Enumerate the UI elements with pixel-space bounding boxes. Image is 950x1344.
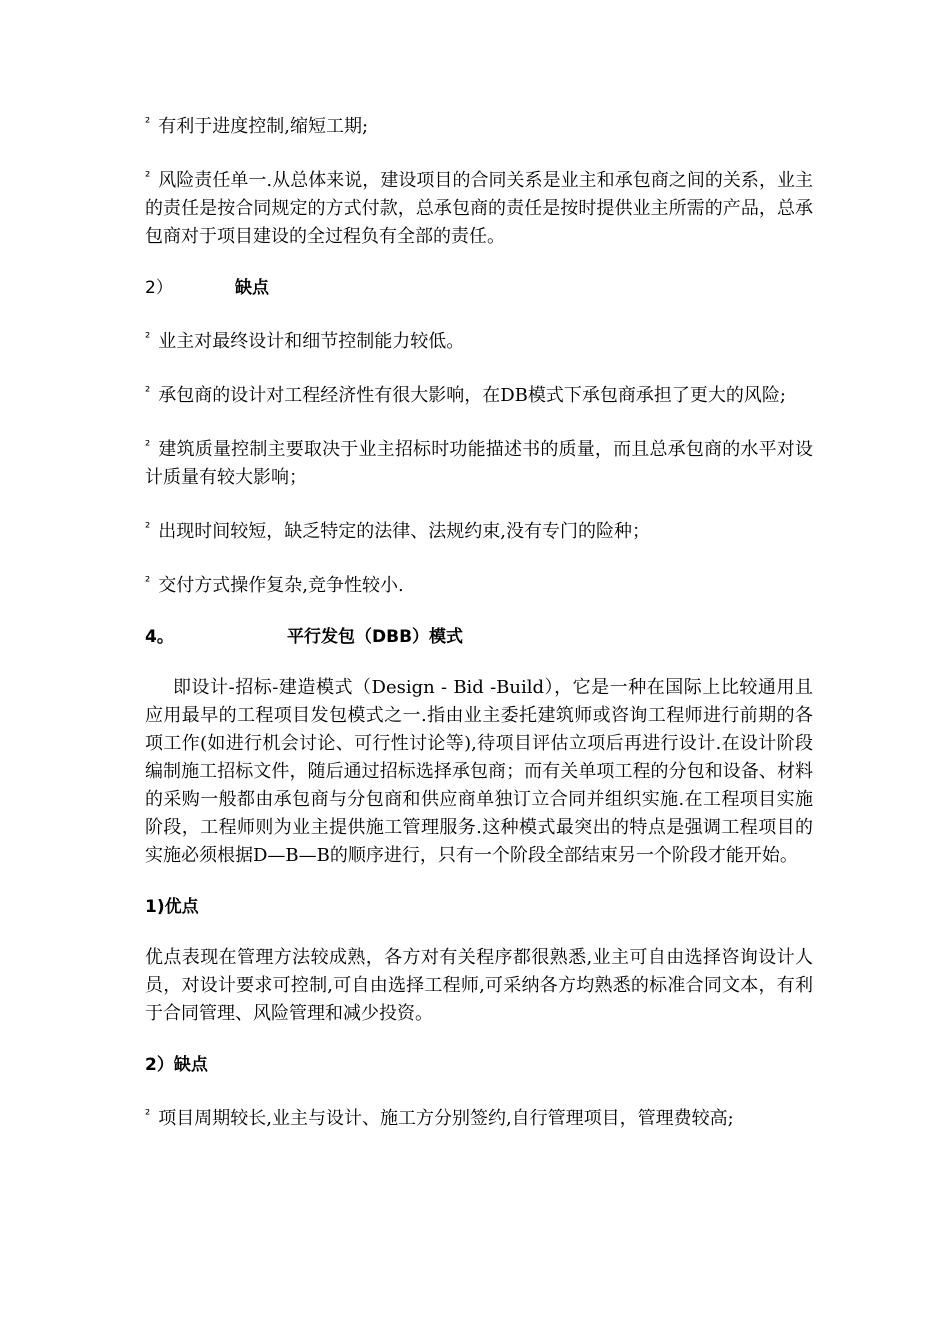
bullet-text: 建筑质量控制主要取决于业主招标时功能描述书的质量，而且总承包商的水平对设计质量有较大影响；: [145, 439, 813, 488]
document-page: [145, 110, 813, 1156]
dbb-section-heading: [145, 623, 813, 651]
bullet-text: 有利于进度控制,缩短工期;: [158, 116, 369, 137]
bullet-item: [145, 325, 813, 356]
bullet-item: [145, 569, 813, 600]
disadvantages-heading: [145, 274, 813, 302]
bullet-marker: ²: [145, 439, 151, 454]
bullet-marker: ²: [145, 575, 151, 590]
bullet-marker: ²: [145, 1108, 151, 1123]
bullet-marker: ²: [145, 170, 151, 185]
heading-text: 平行发包（DBB）模式: [287, 627, 464, 647]
heading-text: 缺点: [235, 278, 269, 298]
bullet-text: 风险责任单一.从总体来说，建设项目的合同关系是业主和承包商之间的关系，业主的责任是按合同规定的方式付款，总承包商的责任是按时提供业主所需的产品，总承包商对于项目建设的全过程负有全部的责任。: [145, 170, 813, 247]
bullet-item: [145, 164, 813, 251]
bullet-text: 承包商的设计对工程经济性有很大影响，在DB模式下承包商承担了更大的风险;: [158, 385, 786, 406]
dbb-advantages-paragraph: 优点表现在管理方法较成熟，各方对有关程序都很熟悉,业主可自由选择咨询设计人员，对设计要求可控制,可自由选择工程师,可采纳各方均熟悉的标准合同文本，有利于合同管理、风险管理和减少投资。: [145, 947, 813, 1024]
dbb-intro-paragraph: 即设计-招标-建造模式（Design - Bid -Build），它是一种在国际上比较通用且应用最早的工程项目发包模式之一.指由业主委托建筑师或咨询工程师进行前期的各项工作(如进行机会讨论、可行性讨论等),待项目评估立项后再进行设计.在设计阶段编制施工招标文件，随后通过招标选择承包商；而有关单项工程的分包和设备、材料的采购一般都由承包商与分包商和供应商单独订立合同并组织实施.在工程项目实施阶段，工程师则为业主提供施工管理服务.这种模式最突出的特点是强调工程项目的实施必须根据D—B—B的顺序进行，只有一个阶段全部结束另一个阶段才能开始。: [145, 677, 813, 866]
bullet-marker: ²: [145, 116, 151, 131]
bullet-text: 项目周期较长,业主与设计、施工方分别签约,自行管理项目，管理费较高;: [158, 1108, 734, 1129]
bullet-text: 交付方式操作复杂,竞争性较小.: [158, 575, 404, 596]
bullet-marker: ²: [145, 521, 151, 536]
heading-number: 2）: [145, 278, 173, 298]
bullet-text: 出现时间较短，缺乏特定的法律、法规约束,没有专门的险种；: [158, 521, 650, 542]
dbb-advantages-heading: 1)优点: [145, 897, 199, 917]
bullet-item: [145, 515, 813, 546]
bullet-marker: ²: [145, 385, 151, 400]
bullet-text: 业主对最终设计和细节控制能力较低。: [158, 331, 465, 352]
bullet-item: [145, 433, 813, 492]
bullet-marker: ²: [145, 331, 151, 346]
bullet-item: [145, 110, 813, 141]
bullet-item: [145, 379, 813, 410]
bullet-item: [145, 1102, 813, 1133]
heading-number: 4。: [145, 627, 174, 647]
dbb-disadvantages-heading: 2）缺点: [145, 1055, 208, 1075]
